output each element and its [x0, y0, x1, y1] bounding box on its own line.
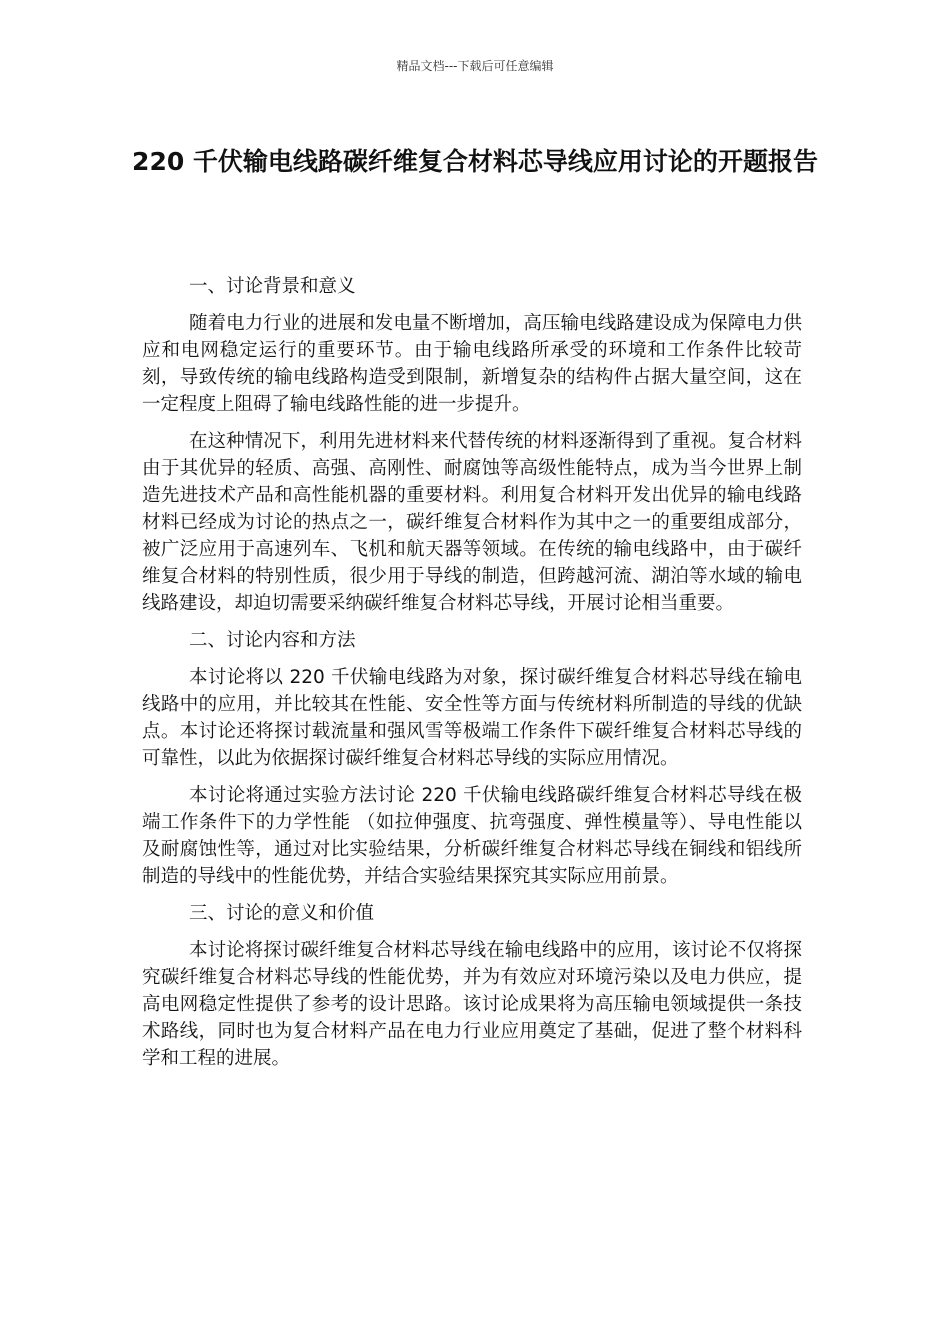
section-heading: 一、讨论背景和意义: [189, 276, 356, 297]
header-note: 精品文档---下载后可任意编辑: [396, 59, 554, 73]
paragraph: 在这种情况下，利用先进材料来代替传统的材料逐渐得到了重视。复合材料由于其优异的轻质、高强、高刚性、耐腐蚀等高级性能特点，成为当今世界上制造先进技术产品和高性能机器的重要材料。利用复合材料开发出优异的输电线路材料已经成为讨论的热点之一，碳纤维复合材料作为其中之一的重要组成部分，被广泛应用于高速列车、飞机和航天器等领域。在传统的输电线路中，由于碳纤维复合材料的特别性质，很少用于导线的制造，但跨越河流、湖泊等水域的输电线路建设，却迫切需要采纳碳纤维复合材料芯导线，开展讨论相当重要。: [142, 431, 802, 614]
paragraph: 随着电力行业的进展和发电量不断增加，高压输电线路建设成为保障电力供应和电网稳定运行的重要环节。由于输电线路所承受的环境和工作条件比较苛刻，导致传统的输电线路构造受到限制，新增复杂的结构件占据大量空间，这在一定程度上阻碍了输电线路性能的进一步提升。: [142, 313, 802, 415]
document-body: [142, 273, 802, 1082]
paragraph: 本讨论将探讨碳纤维复合材料芯导线在输电线路中的应用，该讨论不仅将探究碳纤维复合材料芯导线的性能优势，并为有效应对环境污染以及电力供应，提高电网稳定性提供了参考的设计思路。该讨论成果将为高压输电领域提供一条技术路线，同时也为复合材料产品在电力行业应用奠定了基础，促进了整个材料科学和工程的进展。: [142, 940, 802, 1069]
document-title: 220 千伏输电线路碳纤维复合材料芯导线应用讨论的开题报告: [132, 147, 818, 176]
paragraph: 本讨论将通过实验方法讨论 220 千伏输电线路碳纤维复合材料芯导线在极端工作条件下的力学性能 （如拉伸强度、抗弯强度、弹性模量等）、导电性能以及耐腐蚀性等，通过对比实验结果，分析碳纤维复合材料芯导线在铜线和铝线所制造的导线中的性能优势，并结合实验结果探究其实际应用前景。: [142, 785, 802, 887]
section-heading: 三、讨论的意义和价值: [189, 903, 375, 924]
section-heading: 二、讨论内容和方法: [189, 630, 356, 651]
paragraph: 本讨论将以 220 千伏输电线路为对象，探讨碳纤维复合材料芯导线在输电线路中的应用，并比较其在性能、安全性等方面与传统材料所制造的导线的优缺点。本讨论还将探讨载流量和强风雪等极端工作条件下碳纤维复合材料芯导线的可靠性，以此为依据探讨碳纤维复合材料芯导线的实际应用情况。: [142, 667, 802, 769]
